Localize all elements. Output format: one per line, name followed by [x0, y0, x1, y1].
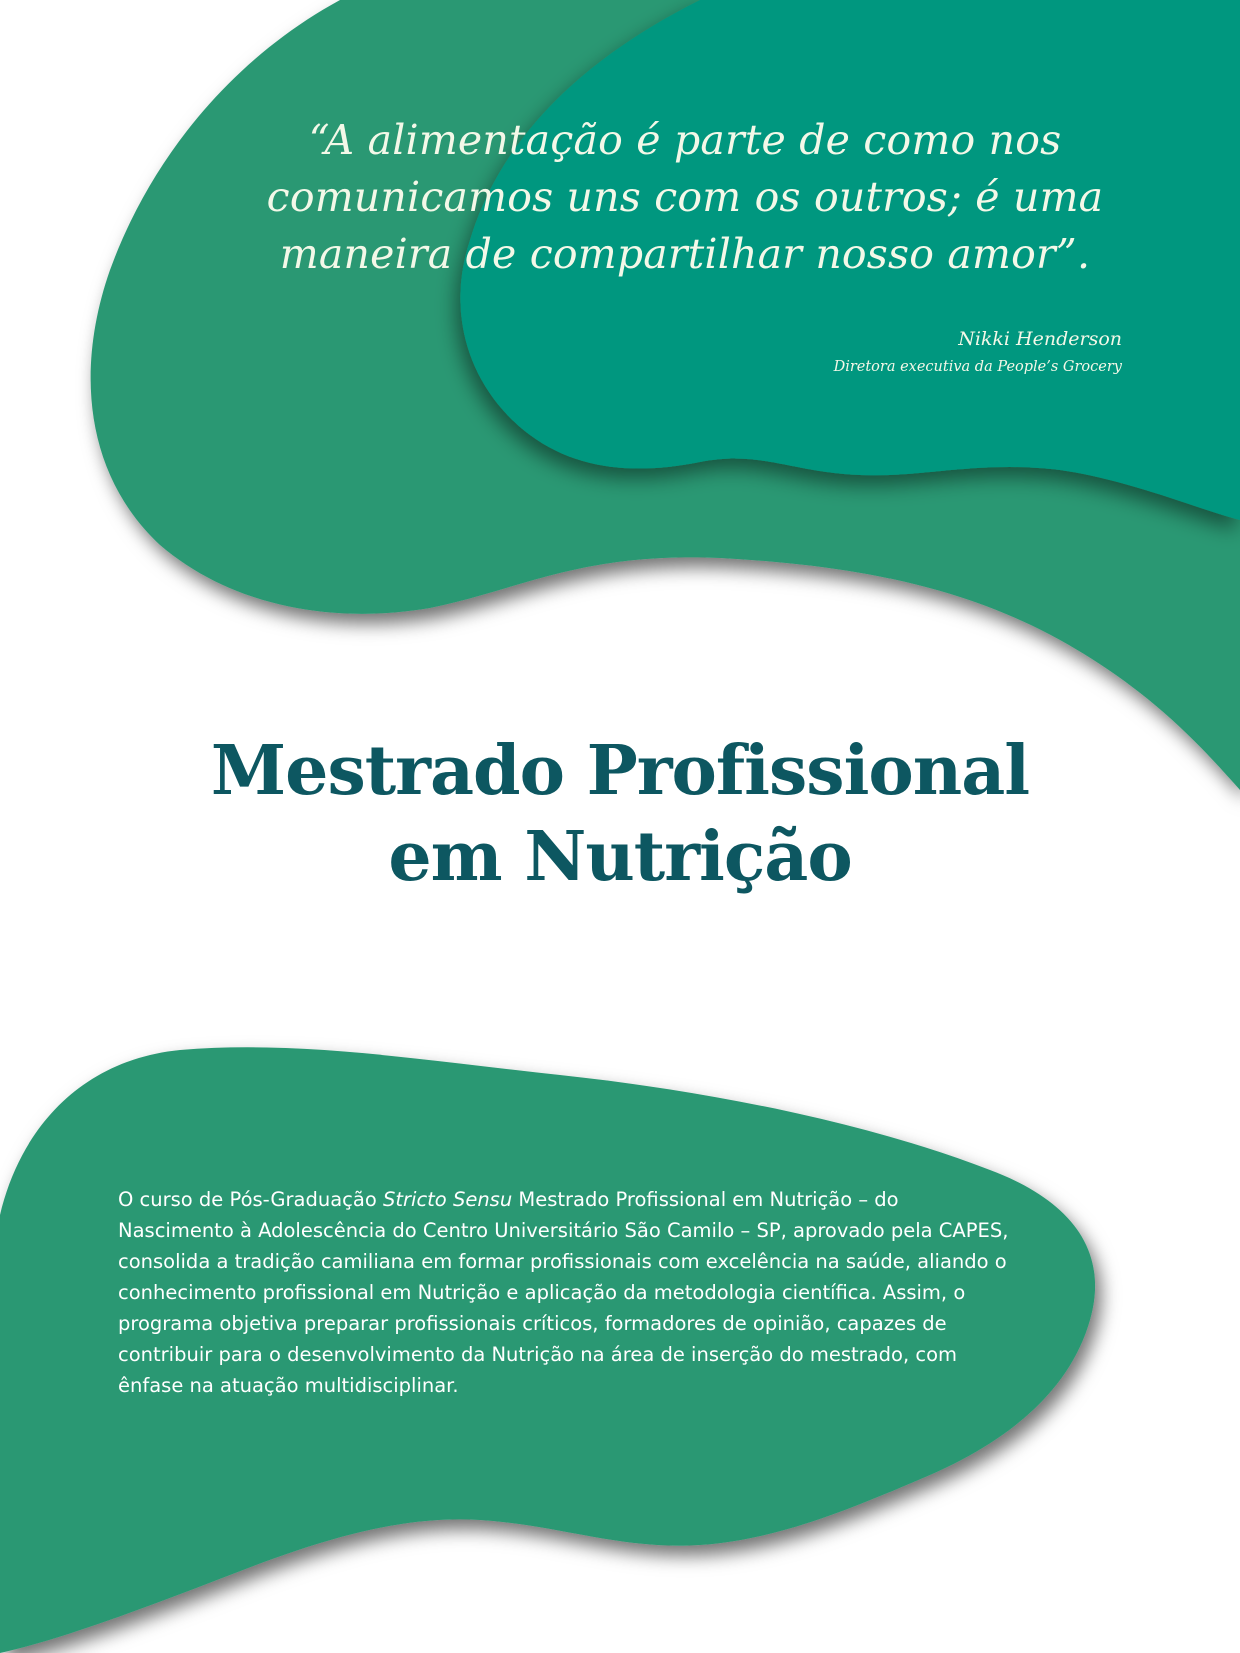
description-italic-term: Stricto Sensu	[382, 1188, 513, 1211]
quote-line-2: comunicamos uns com os outros; é uma	[266, 173, 1104, 221]
quote-author-name: Nikki Henderson	[958, 328, 1122, 350]
quote-attribution	[834, 324, 1122, 380]
description-part-2: Mestrado Profissional em Nutrição – do Nascimento à Adolescência do Centro Universitário São Camilo – SP, aprovado pela CAPES, consolida a tradição camiliana em formar profissionais com excelência na saúde, aliando o conhecimento profissional em Nutrição e aplicação da metodologia científica. Assim, o programa objetiva preparar profissionais críticos, formadores de opinião, capazes de contribuir para o desenvolvimento da Nutrição na área de inserção do mestrado, com ênfase na atuação multidisciplinar.	[118, 1188, 1009, 1397]
quote-line-1: “A alimentação é parte de como nos	[308, 116, 1062, 164]
title-line-2: em Nutrição	[388, 817, 852, 897]
page-title	[0, 728, 1240, 900]
quote-author-role: Diretora executiva da People’s Grocery	[833, 359, 1122, 375]
quote-line-3: maneira de compartilhar nosso amor”.	[279, 230, 1091, 278]
program-description	[118, 1184, 1013, 1401]
quote-text	[250, 112, 1120, 283]
quote-block	[250, 112, 1120, 283]
title-line-1: Mestrado Profissional	[210, 731, 1030, 811]
description-part-1: O curso de Pós-Graduação	[118, 1188, 383, 1211]
